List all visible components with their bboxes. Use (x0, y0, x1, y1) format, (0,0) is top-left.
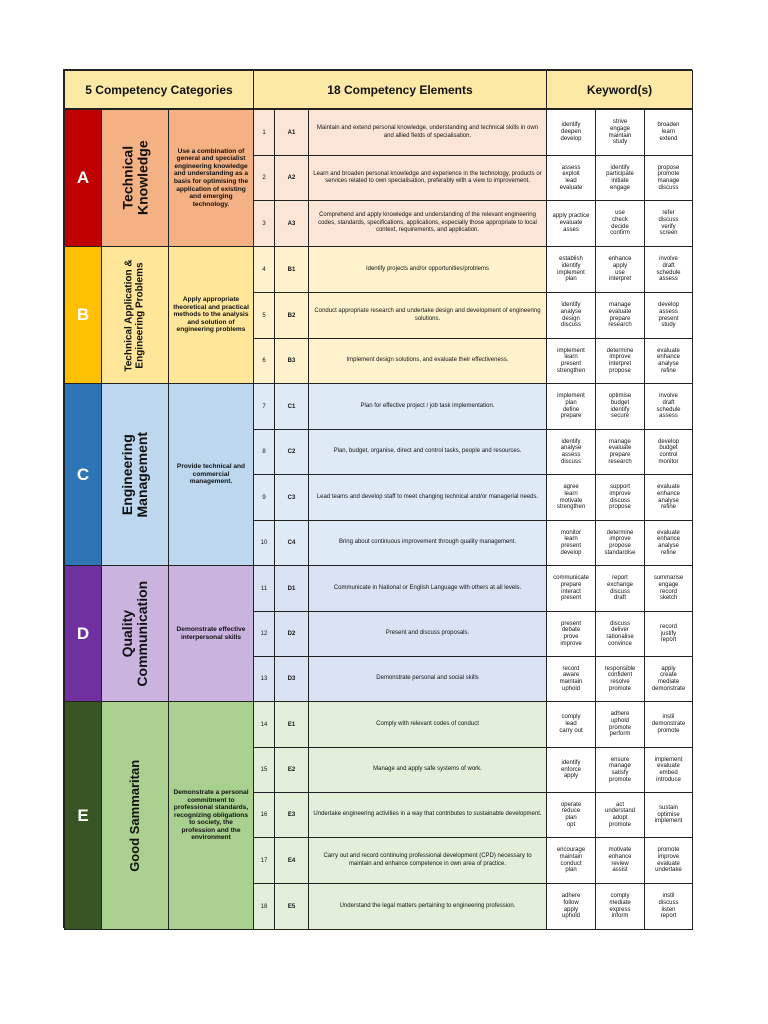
element-code: B3 (274, 338, 309, 384)
keyword-cell: broaden learn extend (644, 109, 693, 156)
element-number: 16 (253, 792, 275, 838)
keyword-cell: record justify report (644, 611, 693, 657)
element-code: D2 (274, 611, 309, 657)
element-description: Bring about continuous improvement through quality management. (308, 520, 547, 566)
keyword-cell: identify deepen develop (546, 109, 596, 156)
keywords-header: Keyword(s) (546, 70, 693, 109)
element-code: E2 (274, 747, 309, 793)
keyword-cell: record aware maintain uphold (546, 656, 596, 702)
keyword-cell: evaluate enhance analyse refine (644, 338, 693, 384)
keyword-cell: encourage maintain conduct plan (546, 837, 596, 884)
category-name-label: Technical Knowledge (119, 140, 151, 216)
category-letter: D (64, 565, 102, 702)
category-description: Demonstrate effective interpersonal skills (168, 565, 254, 702)
category-description: Demonstrate a personal commitment to professional standards, recognizing obligations to society, the profession and the environment (168, 701, 254, 930)
element-code: C1 (274, 383, 309, 430)
element-description: Identify projects and/or opportunities/problems (308, 246, 547, 293)
keyword-cell: communicate prepare interact present (546, 565, 596, 612)
keyword-cell: determine improve interpret propose (595, 338, 645, 384)
element-code: D3 (274, 656, 309, 702)
category-letter: E (64, 701, 102, 930)
category-letter: B (64, 246, 102, 384)
keyword-cell: instil discuss listen report (644, 883, 693, 930)
competency-table (63, 69, 692, 928)
keyword-cell: agree learn motivate strengthen (546, 474, 596, 521)
keyword-cell: comply mediate express inform (595, 883, 645, 930)
element-code: C4 (274, 520, 309, 566)
keyword-cell: enhance apply use interpret (595, 246, 645, 293)
category-description: Apply appropriate theoretical and practical methods to the analysis and solution of engineering problems (168, 246, 254, 384)
element-description: Implement design solutions, and evaluate their effectiveness. (308, 338, 547, 384)
element-code: E3 (274, 792, 309, 838)
keyword-cell: identify analyse assess discuss (546, 429, 596, 475)
element-code: B2 (274, 292, 309, 339)
keyword-cell: implement evaluate embed introduce (644, 747, 693, 793)
element-number: 4 (253, 246, 275, 293)
element-description: Carry out and record continuing professional development (CPD) necessary to maintain and enhance competence in own area of practice. (308, 837, 547, 884)
keyword-cell: develop assess present study (644, 292, 693, 339)
keyword-cell: use check decide confirm (595, 200, 645, 247)
element-description: Manage and apply safe systems of work. (308, 747, 547, 793)
keyword-cell: act understand adopt promote (595, 792, 645, 838)
keyword-cell: optimise budget identify secure (595, 383, 645, 430)
categories-header: 5 Competency Categories (64, 70, 254, 109)
keyword-cell: promote improve evaluate undertake (644, 837, 693, 884)
element-description: Undertake engineering activities in a way that contributes to sustainable development. (308, 792, 547, 838)
element-code: B1 (274, 246, 309, 293)
element-number: 12 (253, 611, 275, 657)
keyword-cell: identify enforce apply (546, 747, 596, 793)
element-number: 15 (253, 747, 275, 793)
element-code: C3 (274, 474, 309, 521)
keyword-cell: determine improve propose standardise (595, 520, 645, 566)
keyword-cell: adhere uphold promote perform (595, 701, 645, 748)
element-description: Demonstrate personal and social skills (308, 656, 547, 702)
category-description: Use a combination of general and specialist engineering knowledge and understanding as a basis for optimising the application of existing and emerging technology. (168, 109, 254, 247)
element-description: Comply with relevant codes of conduct (308, 701, 547, 748)
keyword-cell: implement plan define prepare (546, 383, 596, 430)
keyword-cell: instil demonstrate promote (644, 701, 693, 748)
keyword-cell: apply create mediate demonstrate (644, 656, 693, 702)
keyword-cell: present debate prove improve (546, 611, 596, 657)
element-number: 13 (253, 656, 275, 702)
element-code: E1 (274, 701, 309, 748)
category-letter: C (64, 383, 102, 566)
category-name-label: Quality Communication (119, 580, 150, 687)
keyword-cell: involve draft schedule assess (644, 383, 693, 430)
category-name-label: Engineering Management (119, 431, 151, 518)
element-number: 9 (253, 474, 275, 521)
element-description: Understand the legal matters pertaining to engineering profession. (308, 883, 547, 930)
keyword-cell: summarise engage record sketch (644, 565, 693, 612)
element-code: A1 (274, 109, 309, 156)
element-number: 8 (253, 429, 275, 475)
keyword-cell: responsible confident resolve promote (595, 656, 645, 702)
element-description: Plan for effective project / job task implementation. (308, 383, 547, 430)
keyword-cell: support improve discuss propose (595, 474, 645, 521)
category-name (101, 383, 169, 566)
element-number: 14 (253, 701, 275, 748)
element-number: 11 (253, 565, 275, 612)
keyword-cell: identify analyse design discuss (546, 292, 596, 339)
element-description: Present and discuss proposals. (308, 611, 547, 657)
keyword-cell: evaluate enhance analyse refine (644, 474, 693, 521)
element-description: Maintain and extend personal knowledge, understanding and technical skills in own and allied fields of specialisation. (308, 109, 547, 156)
keyword-cell: develop budget control monitor (644, 429, 693, 475)
element-code: E5 (274, 883, 309, 930)
keyword-cell: manage evaluate prepare research (595, 292, 645, 339)
keyword-cell: comply lead carry out (546, 701, 596, 748)
keyword-cell: report exchange discuss draft (595, 565, 645, 612)
element-number: 18 (253, 883, 275, 930)
keyword-cell: apply practice evaluate asses (546, 200, 596, 247)
element-code: D1 (274, 565, 309, 612)
keyword-cell: strive engage maintain study (595, 109, 645, 156)
element-code: E4 (274, 837, 309, 884)
category-name (101, 246, 169, 384)
element-number: 1 (253, 109, 275, 156)
keyword-cell: ensure manage satisfy promote (595, 747, 645, 793)
element-description: Conduct appropriate research and undertake design and development of engineering solutions. (308, 292, 547, 339)
element-number: 2 (253, 155, 275, 201)
keyword-cell: operate reduce plan opt (546, 792, 596, 838)
category-letter: A (64, 109, 102, 247)
element-description: Lead teams and develop staff to meet changing technical and/or managerial needs. (308, 474, 547, 521)
keyword-cell: adhere follow apply uphold (546, 883, 596, 930)
element-number: 10 (253, 520, 275, 566)
element-description: Comprehend and apply knowledge and understanding of the relevant engineering codes, standards, specifications, applications, especially those appropriate to local context, requirements, and application. (308, 200, 547, 247)
category-name-label: Good Sammaritan (127, 759, 143, 872)
element-number: 3 (253, 200, 275, 247)
category-name (101, 109, 169, 247)
keyword-cell: assess exploit lead evaluate (546, 155, 596, 201)
element-number: 17 (253, 837, 275, 884)
element-code: A2 (274, 155, 309, 201)
element-description: Plan, budget, organise, direct and control tasks, people and resources. (308, 429, 547, 475)
keyword-cell: implement learn present strengthen (546, 338, 596, 384)
element-code: C2 (274, 429, 309, 475)
keyword-cell: propose promote manage discuss (644, 155, 693, 201)
keyword-cell: manage evaluate prepare research (595, 429, 645, 475)
keyword-cell: motivate enhance review assist (595, 837, 645, 884)
category-name (101, 565, 169, 702)
element-description: Communicate in National or English Language with others at all levels. (308, 565, 547, 612)
element-number: 7 (253, 383, 275, 430)
keyword-cell: establish identify implement plan (546, 246, 596, 293)
keyword-cell: discuss deliver rationalise convince (595, 611, 645, 657)
keyword-cell: monitor learn present develop (546, 520, 596, 566)
element-number: 5 (253, 292, 275, 339)
category-name (101, 701, 169, 930)
keyword-cell: involve draft schedule assess (644, 246, 693, 293)
category-name-label: Technical Application & Engineering Problems (123, 258, 145, 372)
element-number: 6 (253, 338, 275, 384)
keyword-cell: refer discuss verify screen (644, 200, 693, 247)
element-description: Learn and broaden personal knowledge and experience in the technology, products or services related to own specialisation, preferably with a view to improvement. (308, 155, 547, 201)
keyword-cell: identify participate initiate engage (595, 155, 645, 201)
element-code: A3 (274, 200, 309, 247)
category-description: Provide technical and commercial management. (168, 383, 254, 566)
keyword-cell: evaluate enhance analyse refine (644, 520, 693, 566)
keyword-cell: sustain optimise implement (644, 792, 693, 838)
elements-header: 18 Competency Elements (253, 70, 547, 109)
